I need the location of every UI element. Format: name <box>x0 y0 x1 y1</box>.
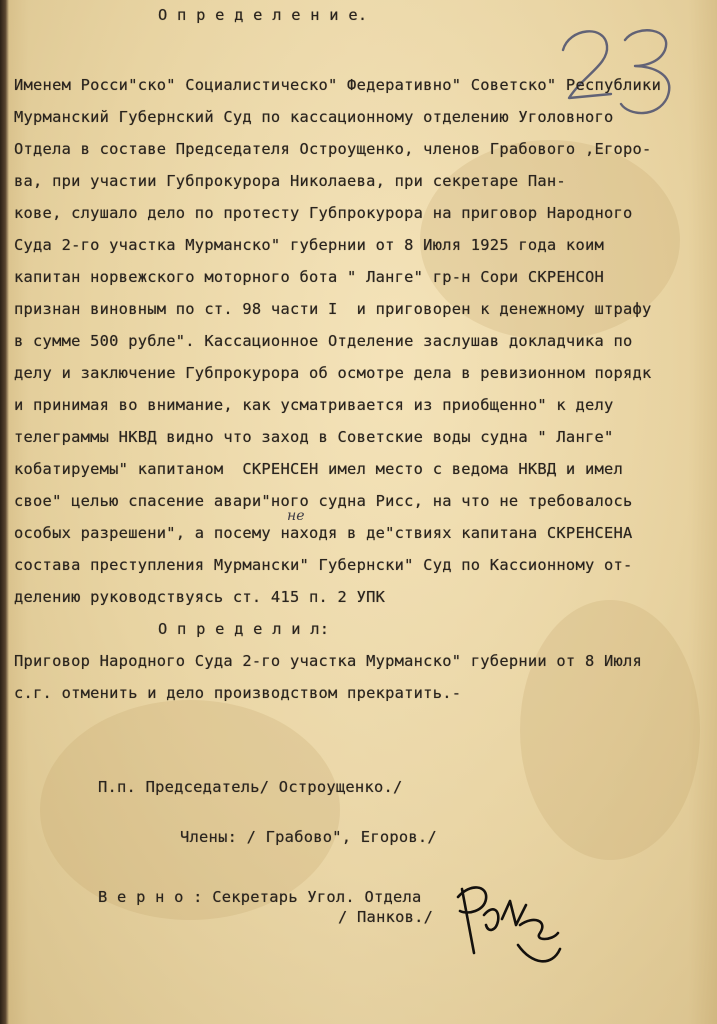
members-signature-line: Члены: / Грабово", Егоров./ <box>180 828 437 846</box>
body-line: особых разрешени", а посему находя в де"ствиях капитана СКРЕНСЕНА <box>14 524 633 542</box>
handwritten-insertion: не <box>287 508 305 524</box>
paper-stain <box>520 600 700 860</box>
body-line: ва, при участии Губпрокурора Николаева, при секретаре Пан- <box>14 172 566 190</box>
body-line: кове, слушало дело по протесту Губпрокурора на приговор Народного <box>14 204 633 222</box>
body-line: Суда 2-го участка Мурманско" губернии от 8 Июля 1925 года коим <box>14 236 604 254</box>
body-line: делению руководствуясь ст. 415 п. 2 УПК <box>14 588 386 606</box>
body-line: Именем Росси"ско" Социалистическо" Федеративно" Советско" Республики <box>14 76 662 94</box>
body-line: состава преступления Мурмански" Губернски" Суд по Кассионному от- <box>14 556 633 574</box>
decision-heading: О п р е д е л и л: <box>158 620 330 638</box>
chairman-signature-line: П.п. Председатель/ Остроущенко./ <box>98 778 403 796</box>
body-line: признан виновным по ст. 98 части I и приговорен к денежному штрафу <box>14 300 652 318</box>
body-line: кобатируемы" капитаном СКРЕНСЕН имел место с ведома НКВД и имел <box>14 460 624 478</box>
body-line: в сумме 500 рубле". Кассационное Отделение заслушав докладчика по <box>14 332 633 350</box>
body-line: свое" целью спасение авари"ного судна Рисс, на что не требовалось <box>14 492 633 510</box>
body-line: и принимая во внимание, как усматривается из приобщенно" к делу <box>14 396 614 414</box>
paper-stain <box>40 700 340 920</box>
secretary-name: / Панков./ <box>338 908 434 926</box>
handwritten-signature <box>448 875 568 975</box>
body-line: телеграммы НКВД видно что заход в Советские воды судна " Ланге" <box>14 428 614 446</box>
body-line: делу и заключение Губпрокурора об осмотре дела в ревизионном порядк <box>14 364 652 382</box>
body-line: Мурманский Губернский Суд по кассационному отделению Уголовного <box>14 108 614 126</box>
document-heading: О п р е д е л е н и е. <box>158 6 368 24</box>
body-line: Отдела в составе Председателя Остроущенко, членов Грабового ,Егоро- <box>14 140 652 158</box>
body-line: капитан норвежского моторного бота " Ланге" гр-н Сори СКРЕНСОН <box>14 268 604 286</box>
binding-edge <box>0 0 9 1024</box>
decision-line: Приговор Народного Суда 2-го участка Мурманско" губернии от 8 Июля <box>14 652 643 670</box>
certification-line: В е р н о : Секретарь Угол. Отдела <box>98 888 422 906</box>
decision-line: с.г. отменить и дело производством прекратить.- <box>14 684 462 702</box>
